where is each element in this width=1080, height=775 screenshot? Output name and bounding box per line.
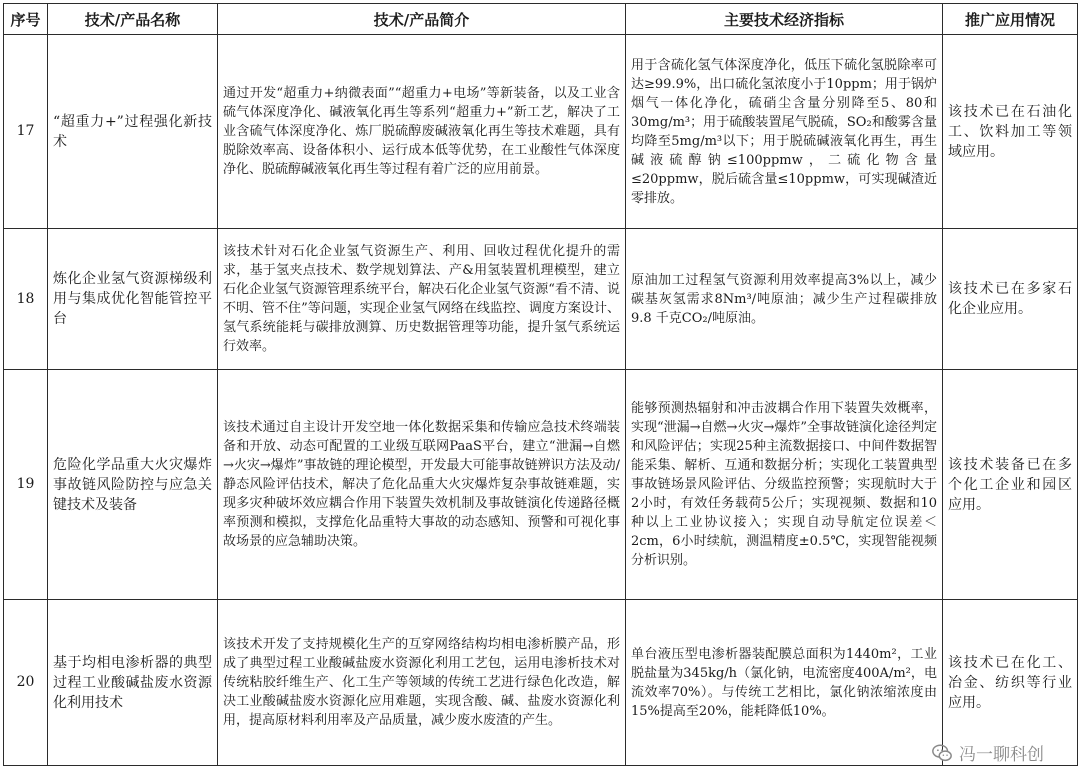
row-number: 20 [4, 600, 48, 766]
tech-table [3, 3, 1078, 766]
row-name: 危险化学品重大火灾爆炸事故链风险防控与应急关键技术及装备 [48, 370, 218, 600]
row-name: 炼化企业氢气资源梯级利用与集成优化智能管控平台 [48, 229, 218, 370]
row-intro: 该技术通过自主设计开发空地一体化数据采集和传输应急技术终端装备和开放、动态可配置的工业级互联网PaaS平台，建立“泄漏→自燃→火灾→爆炸”事故链的理论模型，开发最大可能事故链辨识方法及动/静态风险评估技术，解决了危化品重大火灾爆炸复杂事故链难题，实现多灾种破坏效应耦合作用下装置失效机制及事故链演化传递路径概率预测和模拟，支撑危化品重特大事故的动态感知、预警和可视化事故场景的应急辅助决策。 [218, 370, 626, 600]
row-indicators: 单台液压型电渗析器装配膜总面积为1440m²，工业脱盐量为345kg/h（氯化钠，电流密度400A/m²，电流效率70%）。与传统工艺相比，氯化钠浓缩浓度由15%提高至20%，能耗降低10%。 [626, 600, 943, 766]
row-promotion: 该技术已在石油化工、饮料加工等领域应用。 [943, 35, 1078, 229]
header-intro: 技术/产品简介 [218, 4, 626, 35]
row-intro: 该技术开发了支持规模化生产的互穿网络结构均相电渗析膜产品，形成了典型过程工业酸碱盐废水资源化利用工艺包，运用电渗析技术对传统粘胶纤维生产、化工生产等领域的传统工艺进行绿色化改造，解决工业酸碱盐废水资源化应用难题，实现含酸、碱、盐废水资源化利用，提高原材料利用率及产品质量，减少废水废渣的产生。 [218, 600, 626, 766]
row-intro: 该技术针对石化企业氢气资源生产、利用、回收过程优化提升的需求，基于氢夹点技术、数学规划算法、产&用氢装置机理模型，建立石化企业氢气资源管理系统平台，解决石化企业氢气资源“看不清、说不明、管不住”等问题，实现企业氢气网络在线监控、调度方案设计、氢气系统能耗与碳排放测算、历史数据管理等功能，提升氢气系统运行效率。 [218, 229, 626, 370]
header-indicators: 主要技术经济指标 [626, 4, 943, 35]
row-name: 基于均相电渗析器的典型过程工业酸碱盐废水资源化利用技术 [48, 600, 218, 766]
watermark-text: 冯一聊科创 [959, 745, 1044, 765]
watermark [931, 740, 1044, 765]
row-number: 19 [4, 370, 48, 600]
row-number: 17 [4, 35, 48, 229]
table-row [4, 229, 1078, 370]
row-name: “超重力+”过程强化新技术 [48, 35, 218, 229]
row-promotion: 该技术已在化工、冶金、纺织等行业应用。 [943, 600, 1078, 766]
row-promotion: 该技术已在多家石化企业应用。 [943, 229, 1078, 370]
header-row [4, 4, 1078, 35]
row-number: 18 [4, 229, 48, 370]
row-intro: 通过开发“超重力+纳微表面”“超重力+电场”等新装备，以及工业含硫气体深度净化、碱液氧化再生等系列“超重力+”新工艺，解决了工业含硫气体深度净化、炼厂脱硫醇废碱液氧化再生等技术难题，具有脱除效率高、设备体积小、运行成本低等优势，在工业酸性气体深度净化、脱硫醇碱液氧化再生等过程有着广泛的应用前景。 [218, 35, 626, 229]
row-indicators: 能够预测热辐射和冲击波耦合作用下装置失效概率，实现“泄漏→自燃→火灾→爆炸”全事故链演化途径判定和风险评估；实现25种主流数据接口、中间件数据智能采集、解析、互通和数据分析；实现化工装置典型事故链场景风险评估、分级监控预警；实现航时大于2小时，有效任务载荷5公斤；实现视频、数据和10种以上工业协议接入；实现自动导航定位误差＜2cm，6小时续航，测温精度±0.5℃，实现智能视频分析识别。 [626, 370, 943, 600]
row-promotion: 该技术装备已在多个化工企业和园区应用。 [943, 370, 1078, 600]
header-name: 技术/产品名称 [48, 4, 218, 35]
table-row [4, 370, 1078, 600]
wechat-icon [931, 742, 953, 764]
table-row [4, 600, 1078, 766]
table-row [4, 35, 1078, 229]
row-indicators: 原油加工过程氢气资源利用效率提高3%以上，减少碳基灰氢需求8Nm³/吨原油；减少生产过程碳排放9.8 千克CO₂/吨原油。 [626, 229, 943, 370]
header-no: 序号 [4, 4, 48, 35]
header-promotion: 推广应用情况 [943, 4, 1078, 35]
row-indicators: 用于含硫化氢气体深度净化，低压下硫化氢脱除率可达≥99.9%，出口硫化氢浓度小于10ppm；用于锅炉烟气一体化净化，硫硝尘含量分别降至5、80和30mg/m³；用于硫酸装置尾气脱硫，SO₂和酸雾含量均降至5mg/m³以下；用于脱硫碱液氧化再生，再生碱液硫醇钠≤100ppmw，二硫化物含量≤20ppmw，脱后硫含量≤10ppmw，可实现碱渣近零排放。 [626, 35, 943, 229]
